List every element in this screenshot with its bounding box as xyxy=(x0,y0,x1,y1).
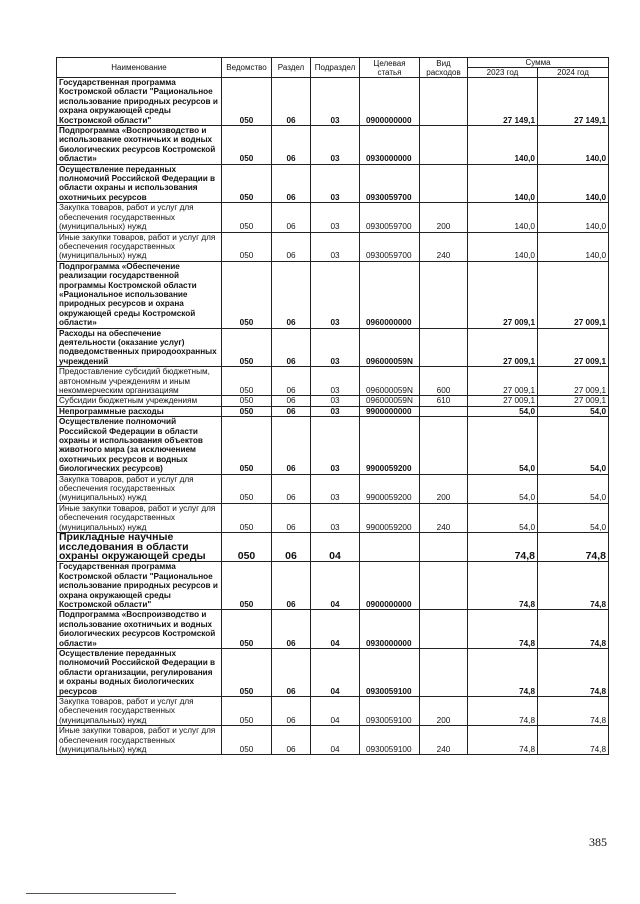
cell-name: Субсидии бюджетным учреждениям xyxy=(57,396,222,406)
cell-expense-type xyxy=(420,78,468,126)
header-name: Наименование xyxy=(57,58,222,78)
cell-sum-2024: 27 009,1 xyxy=(538,396,609,406)
cell-dept: 050 xyxy=(222,417,272,474)
cell-sum-2023: 54,0 xyxy=(468,406,538,416)
cell-subsection: 03 xyxy=(311,396,360,406)
cell-sum-2023: 140,0 xyxy=(468,164,538,203)
cell-sum-2023: 74,8 xyxy=(468,610,538,649)
table-header xyxy=(57,58,609,78)
cell-name: Иные закупки товаров, работ и услуг для обеспечения государственных (муниципальных) нужд xyxy=(57,232,222,261)
cell-dept: 050 xyxy=(222,396,272,406)
cell-subsection: 03 xyxy=(311,367,360,396)
header-subsection: Подраздел xyxy=(311,58,360,78)
cell-sum-2024: 74,8 xyxy=(538,697,609,726)
cell-dept: 050 xyxy=(222,78,272,126)
cell-section: 06 xyxy=(272,261,311,328)
cell-sum-2023: 54,0 xyxy=(468,474,538,503)
cell-target: 0900000000 xyxy=(360,78,420,126)
cell-target xyxy=(360,533,420,562)
cell-name: Иные закупки товаров, работ и услуг для обеспечения государственных (муниципальных) нужд xyxy=(57,503,222,532)
cell-dept: 050 xyxy=(222,648,272,696)
cell-expense-type xyxy=(420,610,468,649)
cell-expense-type: 610 xyxy=(420,396,468,406)
header-sum: Сумма xyxy=(468,58,609,68)
cell-dept: 050 xyxy=(222,562,272,610)
cell-target: 0930000000 xyxy=(360,610,420,649)
cell-expense-type xyxy=(420,126,468,165)
cell-target: 0930059700 xyxy=(360,164,420,203)
cell-name: Иные закупки товаров, работ и услуг для обеспечения государственных (муниципальных) нужд xyxy=(57,726,222,755)
cell-sum-2023: 54,0 xyxy=(468,417,538,474)
table-row xyxy=(57,726,609,755)
cell-subsection: 03 xyxy=(311,203,360,232)
cell-section: 06 xyxy=(272,78,311,126)
cell-sum-2023: 140,0 xyxy=(468,203,538,232)
cell-dept: 050 xyxy=(222,164,272,203)
cell-section: 06 xyxy=(272,203,311,232)
cell-target: 9900000000 xyxy=(360,406,420,416)
header-2024: 2024 год xyxy=(538,68,609,78)
cell-target: 0930059700 xyxy=(360,232,420,261)
cell-expense-type: 240 xyxy=(420,232,468,261)
table-row xyxy=(57,533,609,562)
cell-target: 0930000000 xyxy=(360,126,420,165)
table-row xyxy=(57,232,609,261)
table-row xyxy=(57,417,609,474)
cell-sum-2023: 74,8 xyxy=(468,697,538,726)
cell-dept: 050 xyxy=(222,126,272,165)
cell-sum-2024: 27 009,1 xyxy=(538,261,609,328)
table-row xyxy=(57,648,609,696)
cell-subsection: 04 xyxy=(311,562,360,610)
cell-section: 06 xyxy=(272,417,311,474)
cell-target: 096000059N xyxy=(360,396,420,406)
cell-expense-type xyxy=(420,417,468,474)
cell-name: Государственная программа Костромской области "Рациональное использование природных ресурсов и охрана окружающей среды Костромской области" xyxy=(57,78,222,126)
page-number: 385 xyxy=(589,835,607,849)
cell-target: 9900059200 xyxy=(360,503,420,532)
table-row xyxy=(57,78,609,126)
table-row xyxy=(57,261,609,328)
cell-subsection: 03 xyxy=(311,261,360,328)
cell-section: 06 xyxy=(272,697,311,726)
cell-target: 0900000000 xyxy=(360,562,420,610)
cell-sum-2024: 140,0 xyxy=(538,164,609,203)
cell-sum-2024: 27 009,1 xyxy=(538,328,609,367)
cell-target: 0960000000 xyxy=(360,261,420,328)
cell-section: 06 xyxy=(272,164,311,203)
cell-target: 0930059700 xyxy=(360,203,420,232)
table-row xyxy=(57,164,609,203)
cell-dept: 050 xyxy=(222,697,272,726)
budget-table xyxy=(56,57,609,755)
table-row xyxy=(57,396,609,406)
cell-sum-2023: 74,8 xyxy=(468,726,538,755)
cell-target: 0930059100 xyxy=(360,697,420,726)
header-2023: 2023 год xyxy=(468,68,538,78)
cell-sum-2024: 54,0 xyxy=(538,406,609,416)
cell-subsection: 04 xyxy=(311,726,360,755)
cell-sum-2024: 74,8 xyxy=(538,610,609,649)
cell-expense-type: 240 xyxy=(420,503,468,532)
cell-expense-type xyxy=(420,406,468,416)
cell-target: 9900059200 xyxy=(360,474,420,503)
header-section: Раздел xyxy=(272,58,311,78)
table-row xyxy=(57,328,609,367)
cell-sum-2023: 74,8 xyxy=(468,562,538,610)
cell-sum-2024: 54,0 xyxy=(538,417,609,474)
cell-sum-2024: 140,0 xyxy=(538,203,609,232)
table-row xyxy=(57,474,609,503)
cell-dept: 050 xyxy=(222,328,272,367)
cell-name: Расходы на обеспечение деятельности (оказание услуг) подведомственных природоохранных учреждений xyxy=(57,328,222,367)
cell-dept: 050 xyxy=(222,533,272,562)
cell-section: 06 xyxy=(272,406,311,416)
cell-section: 06 xyxy=(272,648,311,696)
table-row xyxy=(57,203,609,232)
cell-subsection: 04 xyxy=(311,610,360,649)
cell-sum-2023: 27 009,1 xyxy=(468,396,538,406)
header-expense-type: Вид расходов xyxy=(420,58,468,78)
cell-subsection: 03 xyxy=(311,164,360,203)
cell-section: 06 xyxy=(272,474,311,503)
cell-sum-2023: 27 149,1 xyxy=(468,78,538,126)
cell-sum-2023: 27 009,1 xyxy=(468,328,538,367)
cell-section: 06 xyxy=(272,367,311,396)
cell-name: Непрограммные расходы xyxy=(57,406,222,416)
cell-section: 06 xyxy=(272,328,311,367)
cell-expense-type xyxy=(420,261,468,328)
cell-section: 06 xyxy=(272,610,311,649)
cell-expense-type: 240 xyxy=(420,726,468,755)
cell-expense-type: 200 xyxy=(420,474,468,503)
header-target: Целевая статья xyxy=(360,58,420,78)
cell-dept: 050 xyxy=(222,232,272,261)
cell-sum-2024: 74,8 xyxy=(538,648,609,696)
table-row xyxy=(57,610,609,649)
cell-subsection: 03 xyxy=(311,503,360,532)
cell-dept: 050 xyxy=(222,503,272,532)
cell-expense-type xyxy=(420,562,468,610)
cell-section: 06 xyxy=(272,726,311,755)
cell-dept: 050 xyxy=(222,610,272,649)
cell-name: Подпрограмма «Воспроизводство и использование охотничьих и водных биологических ресурсов Костромской области» xyxy=(57,126,222,165)
cell-target: 0930059100 xyxy=(360,648,420,696)
cell-subsection: 03 xyxy=(311,328,360,367)
header-dept: Ведомство xyxy=(222,58,272,78)
table-row xyxy=(57,367,609,396)
cell-subsection: 03 xyxy=(311,474,360,503)
cell-sum-2024: 74,8 xyxy=(538,726,609,755)
cell-dept: 050 xyxy=(222,474,272,503)
cell-section: 06 xyxy=(272,126,311,165)
table-row xyxy=(57,126,609,165)
cell-sum-2023: 74,8 xyxy=(468,533,538,562)
cell-sum-2023: 54,0 xyxy=(468,503,538,532)
cell-sum-2024: 54,0 xyxy=(538,474,609,503)
cell-name: Осуществление переданных полномочий Российской Федерации в области охраны и использования охотничьих ресурсов xyxy=(57,164,222,203)
cell-name: Предоставление субсидий бюджетным, автономным учреждениям и иным некоммерческим организациям xyxy=(57,367,222,396)
cell-subsection: 03 xyxy=(311,126,360,165)
cell-expense-type xyxy=(420,164,468,203)
cell-sum-2023: 140,0 xyxy=(468,126,538,165)
cell-target: 096000059N xyxy=(360,328,420,367)
cell-name: Закупка товаров, работ и услуг для обеспечения государственных (муниципальных) нужд xyxy=(57,474,222,503)
cell-sum-2023: 27 009,1 xyxy=(468,367,538,396)
cell-target: 0930059100 xyxy=(360,726,420,755)
cell-dept: 050 xyxy=(222,367,272,396)
cell-name: Осуществление переданных полномочий Российской Федерации в области организации, регулирования и охраны водных биологических ресурсов xyxy=(57,648,222,696)
cell-sum-2024: 27 009,1 xyxy=(538,367,609,396)
cell-expense-type xyxy=(420,648,468,696)
cell-dept: 050 xyxy=(222,203,272,232)
table-row xyxy=(57,697,609,726)
cell-expense-type xyxy=(420,328,468,367)
table-row xyxy=(57,562,609,610)
cell-target: 096000059N xyxy=(360,367,420,396)
cell-name: Прикладные научные исследования в области охраны окружающей среды xyxy=(57,533,222,562)
cell-name: Закупка товаров, работ и услуг для обеспечения государственных (муниципальных) нужд xyxy=(57,697,222,726)
cell-sum-2024: 140,0 xyxy=(538,232,609,261)
cell-subsection: 04 xyxy=(311,697,360,726)
cell-subsection: 03 xyxy=(311,232,360,261)
cell-name: Закупка товаров, работ и услуг для обеспечения государственных (муниципальных) нужд xyxy=(57,203,222,232)
cell-dept: 050 xyxy=(222,261,272,328)
cell-sum-2024: 74,8 xyxy=(538,562,609,610)
footnote-divider xyxy=(26,893,176,894)
cell-section: 06 xyxy=(272,503,311,532)
cell-section: 06 xyxy=(272,562,311,610)
cell-section: 06 xyxy=(272,232,311,261)
cell-section: 06 xyxy=(272,533,311,562)
cell-expense-type: 200 xyxy=(420,203,468,232)
table-row xyxy=(57,406,609,416)
cell-name: Подпрограмма «Воспроизводство и использование охотничьих и водных биологических ресурсов Костромской области» xyxy=(57,610,222,649)
table-row xyxy=(57,503,609,532)
cell-subsection: 03 xyxy=(311,417,360,474)
cell-sum-2024: 74,8 xyxy=(538,533,609,562)
cell-subsection: 04 xyxy=(311,533,360,562)
cell-name: Государственная программа Костромской области "Рациональное использование природных ресурсов и охрана окружающей среды Костромской области" xyxy=(57,562,222,610)
cell-subsection: 03 xyxy=(311,78,360,126)
cell-subsection: 03 xyxy=(311,406,360,416)
cell-subsection: 04 xyxy=(311,648,360,696)
cell-sum-2024: 27 149,1 xyxy=(538,78,609,126)
cell-name: Осуществление полномочий Российской Федерации в области охраны и использования объектов животного мира (за исключением охотничьих ресурсов и водных биологических ресурсов) xyxy=(57,417,222,474)
cell-name: Подпрограмма «Обеспечение реализации государственной программы Костромской области «Рациональное использование природных ресурсов и охрана окружающей среды Костромской области» xyxy=(57,261,222,328)
cell-sum-2024: 140,0 xyxy=(538,126,609,165)
cell-expense-type: 600 xyxy=(420,367,468,396)
cell-expense-type xyxy=(420,533,468,562)
cell-sum-2023: 140,0 xyxy=(468,232,538,261)
cell-sum-2023: 27 009,1 xyxy=(468,261,538,328)
cell-sum-2023: 74,8 xyxy=(468,648,538,696)
cell-sum-2024: 54,0 xyxy=(538,503,609,532)
cell-dept: 050 xyxy=(222,726,272,755)
cell-target: 9900059200 xyxy=(360,417,420,474)
cell-section: 06 xyxy=(272,396,311,406)
cell-dept: 050 xyxy=(222,406,272,416)
table-body xyxy=(57,78,609,755)
cell-expense-type: 200 xyxy=(420,697,468,726)
